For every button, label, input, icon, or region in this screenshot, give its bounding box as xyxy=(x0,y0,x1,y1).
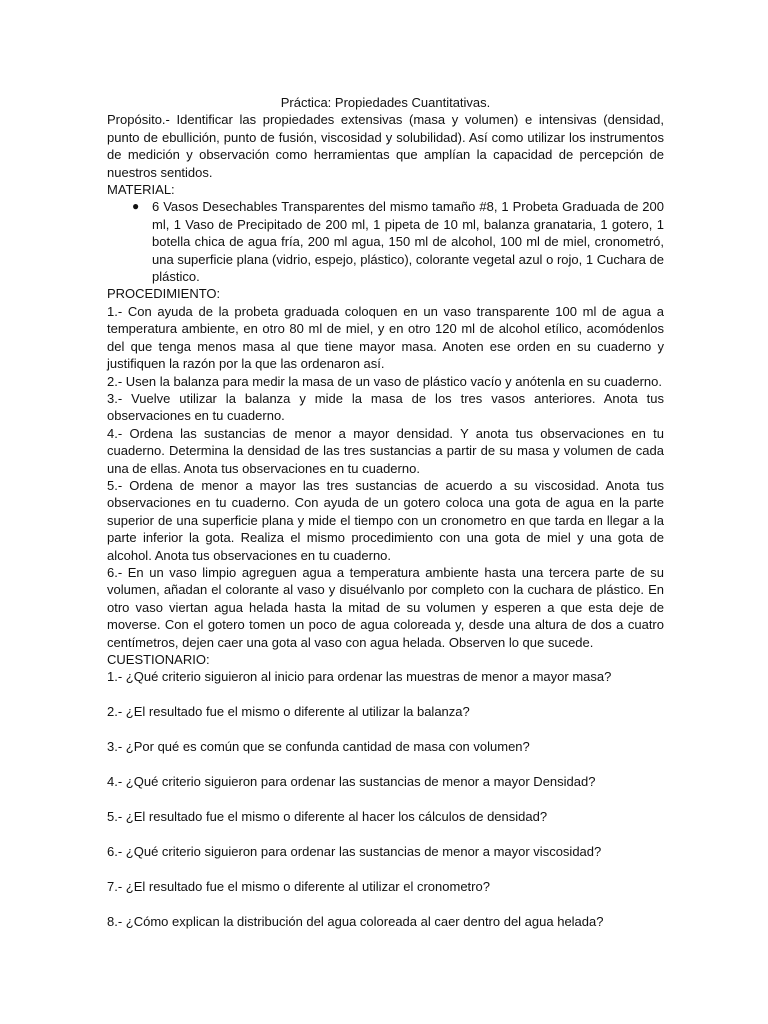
procedure-step: 3.- Vuelve utilizar la balanza y mide la masa de los tres vasos anteriores. Anota tus observaciones en tu cuaderno. xyxy=(107,390,664,424)
bullet-icon: ● xyxy=(132,199,140,214)
material-list xyxy=(107,198,664,285)
question-item: 8.- ¿Cómo explican la distribución del agua coloreada al caer dentro del agua helada? xyxy=(107,914,604,930)
procedure-step: 4.- Ordena las sustancias de menor a mayor densidad. Y anota tus observaciones en tu cuaderno. Determina la densidad de las tres sustancias a partir de su masa y volumen de cada una de ellas. Anota tus observaciones en tu cuaderno. xyxy=(107,425,664,476)
procedure-step: 5.- Ordena de menor a mayor las tres sustancias de acuerdo a su viscosidad. Anota tus observaciones en tu cuaderno. Con ayuda de un gotero coloca una gota de agua en la parte superior de una superficie plana y mide el tiempo con un cronometro en que tarda en llegar a la parte inferior la gota. Realiza el mismo procedimiento con una gota de miel y una gota de alcohol. Anota tus observaciones en tu cuaderno. xyxy=(107,477,664,563)
question-item: 3.- ¿Por qué es común que se confunda cantidad de masa con volumen? xyxy=(107,739,530,755)
purpose-paragraph: Propósito.- Identificar las propiedades extensivas (masa y volumen) e intensivas (densidad, punto de ebullición, punto de fusión, viscosidad y solubilidad). Así como utilizar los instrumentos de medición y observación como herramientas que amplían la capacidad de percepción de nuestros sentidos. xyxy=(107,112,664,180)
procedure-step: 2.- Usen la balanza para medir la masa de un vaso de plástico vacío y anótenla en su cuaderno. xyxy=(107,373,663,389)
questionnaire-heading: CUESTIONARIO: xyxy=(107,652,210,667)
material-item-text: 6 Vasos Desechables Transparentes del mismo tamaño #8, 1 Probeta Graduada de 200 ml, 1 Vaso de Precipitado de 200 ml, 1 pipeta de 10 ml, balanza granataria, 1 gotero, 1 botella chica de agua fría, 200 ml agua, 150 ml de alcohol, 100 ml de miel, cronometró, una superficie plana (vidrio, espejo, plástico), colorante vegetal azul o rojo, 1 Cuchara de plástico. xyxy=(152,199,664,285)
material-item xyxy=(132,198,664,285)
question-item: 1.- ¿Qué criterio siguieron al inicio para ordenar las muestras de menor a mayor masa? xyxy=(107,669,612,685)
procedure-step: 6.- En un vaso limpio agreguen agua a temperatura ambiente hasta una tercera parte de su volumen, añadan el colorante al vaso y disuélvanlo por completo con la cuchara de plástico. En otro vaso viertan agua helada hasta la mitad de su volumen y esperen a que esta deje de moverse. Con el gotero tomen un poco de agua coloreada y, desde una altura de dos a cuatro centímetros, dejen caer una gota al vaso con agua helada. Observen lo que sucede. xyxy=(107,564,664,650)
question-item: 2.- ¿El resultado fue el mismo o diferente al utilizar la balanza? xyxy=(107,704,470,720)
question-item: 5.- ¿El resultado fue el mismo o diferente al hacer los cálculos de densidad? xyxy=(107,809,548,825)
procedure-step: 1.- Con ayuda de la probeta graduada coloquen en un vaso transparente 100 ml de agua a temperatura ambiente, en otro 80 ml de miel, y en otro 120 ml de alcohol etílico, acomódenlos del que tenga menos masa al que tiene mayor masa. Anoten ese orden en su cuaderno y justifiquen la razón por la que las ordenaron así. xyxy=(107,303,664,372)
question-item: 6.- ¿Qué criterio siguieron para ordenar las sustancias de menor a mayor viscosidad? xyxy=(107,844,602,860)
material-heading: MATERIAL: xyxy=(107,182,175,198)
question-item: 7.- ¿El resultado fue el mismo o diferente al utilizar el cronometro? xyxy=(107,879,490,895)
procedure-heading: PROCEDIMIENTO: xyxy=(107,286,221,302)
document-title: Práctica: Propiedades Cuantitativas. xyxy=(280,95,491,110)
question-item: 4.- ¿Qué criterio siguieron para ordenar las sustancias de menor a mayor Densidad? xyxy=(107,774,596,790)
